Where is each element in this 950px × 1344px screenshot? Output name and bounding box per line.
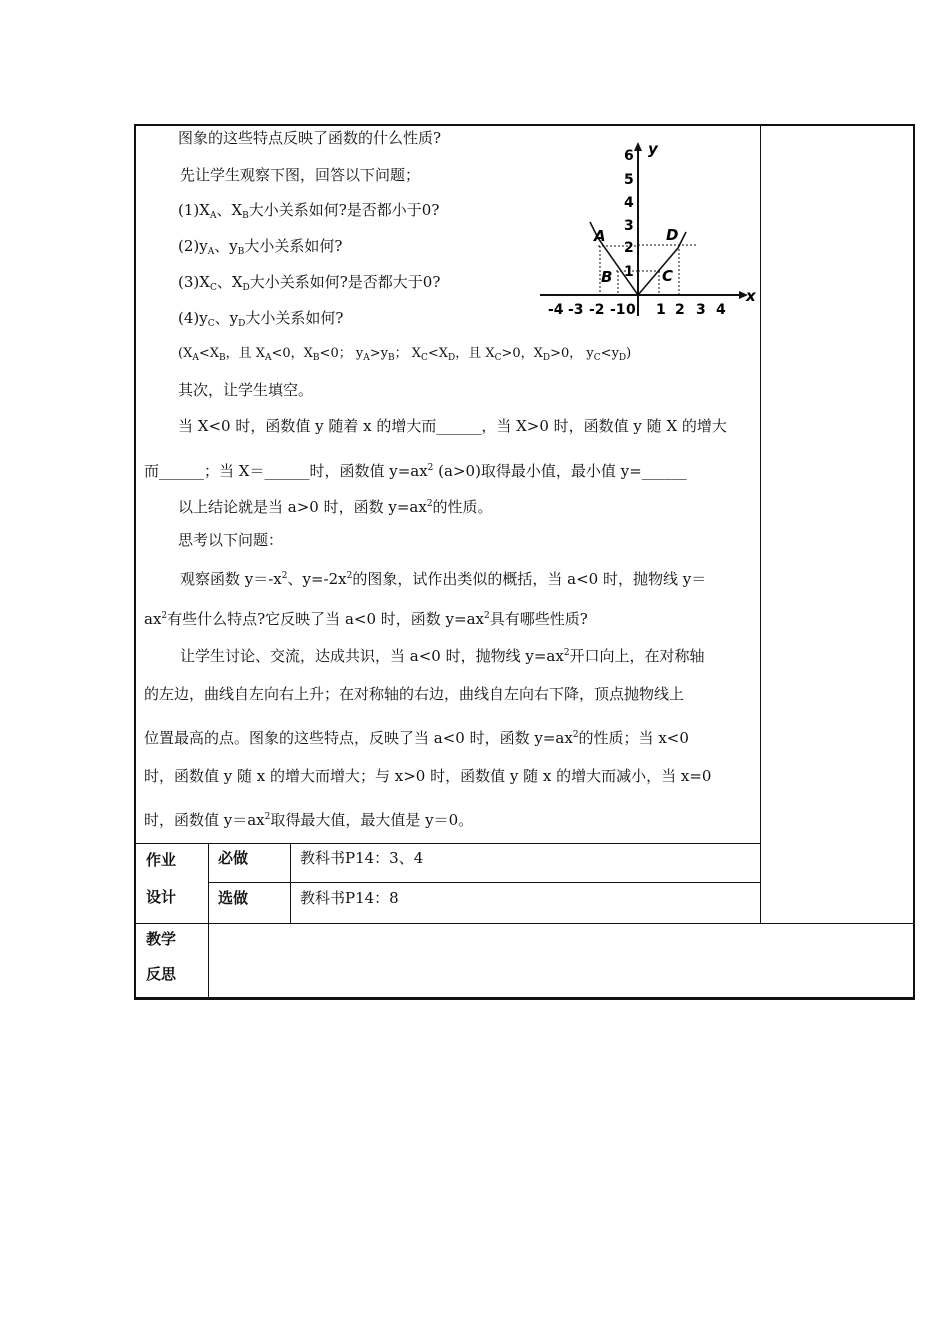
- answer-summary: ($X_A<X_B$，且 $X_A<0$，$X_B<0$； $y_A>y_B$； $X_C<X_D$，且 $X_C>0$，$X_D>0$， $y_C<y_D$): [178, 346, 632, 363]
- point-a-label: A: [594, 227, 606, 245]
- fill-blank-line-1: 当 X<0 时，函数值 y 随着 x 的增大而______，当 X>0 时，函数值 y 随 X 的增大: [178, 417, 727, 435]
- homework-row-top: [134, 843, 761, 844]
- observe-line-1: 观察函数 $y=-x^2$、$y=-2x^2$的图象，试作出类似的概括，当 a<0 时，抛物线 y＝: [180, 570, 707, 588]
- observe-line-2: $ax^2$有些什么特点?它反映了当 a<0 时，函数 $y=ax^2$具有哪些性质?: [144, 610, 588, 628]
- required-label: 必做: [218, 849, 249, 867]
- observe-instruction: 先让学生观察下图，回答以下问题；: [180, 166, 421, 184]
- x-tick-label: -1: [610, 302, 626, 318]
- question-1: $(1)X_A$、$X_B$大小关系如何?是否都小于0?: [178, 201, 440, 221]
- homework-label-line-2: 设计: [146, 888, 177, 906]
- y-tick-label: 6: [624, 148, 634, 164]
- optional-text: 教科书P14：8: [300, 889, 399, 907]
- point-d-label: D: [666, 226, 679, 244]
- reflection-label-line-1: 教学: [146, 930, 177, 948]
- point-b-label: B: [601, 268, 613, 286]
- table-border-top: [134, 124, 915, 126]
- conclusion: 以上结论就是当 a>0 时，函数 $y=ax^2$的性质。: [178, 498, 493, 516]
- x-tick-label: 3: [696, 302, 706, 318]
- homework-sublabel-divider: [290, 843, 291, 924]
- point-c-label: C: [662, 267, 674, 285]
- reflection-label-line-2: 反思: [146, 965, 177, 983]
- function-graph: [538, 138, 762, 322]
- x-axis-label: x: [746, 287, 756, 305]
- optional-label: 选做: [218, 889, 249, 907]
- x-tick-label: 4: [716, 302, 726, 318]
- required-text: 教科书P14：3、4: [300, 849, 424, 867]
- y-tick-label: 5: [624, 172, 634, 188]
- next-step: 其次，让学生填空。: [178, 381, 314, 399]
- homework-label-divider: [208, 843, 209, 999]
- table-border-right: [913, 124, 915, 1000]
- y-axis-label: y: [648, 140, 658, 158]
- x-tick-label: 0: [626, 302, 636, 318]
- reflection-row-top: [134, 923, 915, 924]
- discussion-line-1: 让学生讨论、交流，达成共识，当 a<0 时，抛物线 $y=ax^2$开口向上，在对称轴: [180, 647, 705, 665]
- table-border-bottom: [134, 997, 915, 1000]
- y-axis-arrow: [634, 142, 642, 151]
- y-tick-label: 4: [624, 195, 634, 211]
- table-border-left: [134, 124, 136, 1000]
- discussion-line-3: 位置最高的点。图象的这些特点，反映了当 a<0 时，函数 $y=ax^2$的性质；当 x<0: [144, 729, 689, 747]
- fill-blank-line-2: 而______；当 X＝______时，函数值 $y=ax^2$ (a>0)取得最小值，最小值 y=______: [144, 462, 687, 480]
- x-tick-label: -3: [568, 302, 584, 318]
- x-tick-label: -4: [548, 302, 564, 318]
- reflection-content-area[interactable]: [210, 925, 912, 996]
- x-tick-label: -2: [589, 302, 605, 318]
- y-tick-label: 1: [624, 264, 634, 280]
- question-2: $(2)y_A$、$y_B$大小关系如何?: [178, 237, 343, 257]
- discussion-line-4: 时，函数值 y 随 x 的增大而增大；与 x>0 时，函数值 y 随 x 的增大而减小，当 x=0: [144, 767, 712, 785]
- x-tick-label: 2: [675, 302, 685, 318]
- homework-label-line-1: 作业: [146, 851, 177, 869]
- discussion-line-2: 的左边，曲线自左向右上升；在对称轴的右边，曲线自左向右下降，顶点抛物线上: [144, 685, 685, 703]
- question-3: $(3)X_C$、$X_D$大小关系如何?是否都大于0?: [178, 273, 441, 293]
- y-tick-label: 2: [624, 240, 634, 256]
- discussion-line-5: 时，函数值 $y=ax^2$取得最大值，最大值是 y＝0。: [144, 811, 474, 829]
- think-prompt: 思考以下问题：: [178, 531, 284, 549]
- y-tick-label: 3: [624, 218, 634, 234]
- x-tick-label: 1: [656, 302, 666, 318]
- question-4: $(4)y_C$、$y_D$大小关系如何?: [178, 309, 344, 329]
- question-intro: 图象的这些特点反映了函数的什么性质?: [178, 129, 442, 147]
